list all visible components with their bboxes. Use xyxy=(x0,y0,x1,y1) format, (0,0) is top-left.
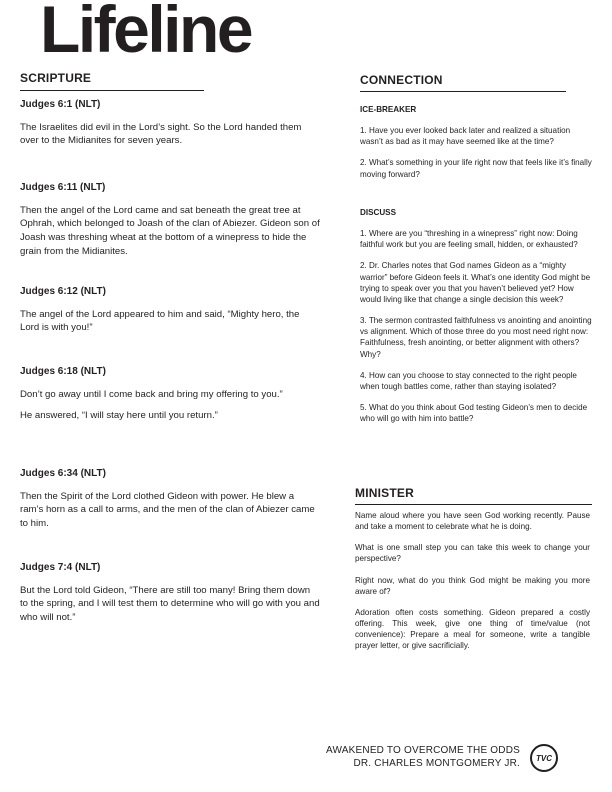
connection-heading: CONNECTION xyxy=(360,73,443,87)
discuss-label: DISCUSS xyxy=(360,208,396,217)
passage xyxy=(20,181,320,259)
logo-text: TVC xyxy=(536,753,552,763)
discuss-question: 2. Dr. Charles notes that God names Gideon as a “mighty warrior” before Gideon feels it. What’s one identity God might be trying to speak over you that you haven’t believed yet? How would living like that change a single decision this week? xyxy=(360,261,591,304)
speaker-name: DR. CHARLES MONTGOMERY JR. xyxy=(353,758,520,769)
discuss-question: 4. How can you choose to stay connected to the right people when tough battles come, rather than staying isolated? xyxy=(360,370,577,391)
icebreaker-question: 1. Have you ever looked back later and realized a situation wasn’t as bad as it may have seemed like at the time? xyxy=(360,126,571,147)
minister-section xyxy=(355,510,590,652)
passage-reference: Judges 7:4 (NLT) xyxy=(20,562,101,573)
minister-rule xyxy=(355,504,592,505)
scripture-heading: SCRIPTURE xyxy=(20,71,92,85)
scripture-rule xyxy=(20,90,204,91)
passage-text: He answered, “I will stay here until you return.” xyxy=(20,410,218,422)
minister-item: Right now, what do you think God might be making you more aware of? xyxy=(355,575,590,596)
discuss-question: 5. What do you think about God testing Gideon’s men to decide who will go with him into battle? xyxy=(360,403,588,424)
page-title: Lifeline xyxy=(40,0,252,66)
passage xyxy=(20,98,320,148)
passage-reference: Judges 6:18 (NLT) xyxy=(20,366,106,377)
minister-item: Adoration often costs something. Gideon prepared a costly offering. This week, give one thing of time/value (not convenience): Prepare a meal for someone, write a tangible prayer letter, or give sacrificially. xyxy=(355,607,590,651)
passage-text: Then the angel of the Lord came and sat beneath the great tree at Ophrah, which belonged to Joash of the clan of Abiezer. Gideon son of Joash was threshing wheat at the bottom of a winepress to hide the grain from the Midianites. xyxy=(20,204,320,258)
passage-reference: Judges 6:1 (NLT) xyxy=(20,99,101,110)
passage xyxy=(20,467,320,531)
passage xyxy=(20,285,320,335)
connection-rule xyxy=(360,91,566,92)
passage-reference: Judges 6:11 (NLT) xyxy=(20,182,106,193)
footer xyxy=(326,744,520,770)
sermon-title: AWAKENED TO OVERCOME THE ODDS xyxy=(326,745,520,756)
tvc-logo-icon xyxy=(530,744,558,772)
discuss-question: 3. The sermon contrasted faithfulness vs anointing and anointing vs alignment. Which of those three do you most need right now: Faithfulness, fresh anointing, or better alignment with others? Why? xyxy=(360,316,592,359)
minister-item: What is one small step you can take this week to change your perspective? xyxy=(355,543,590,564)
passage-text: But the Lord told Gideon, “There are still too many! Bring them down to the spring, and I will test them to determine who will go with you and who will not.” xyxy=(20,584,320,624)
icebreaker-section xyxy=(360,104,592,180)
minister-item: Name aloud where you have seen God working recently. Pause and take a moment to celebrate what he is doing. xyxy=(355,511,590,532)
passage-text: Then the Spirit of the Lord clothed Gideon with power. He blew a ram’s horn as a call to arms, and the men of the clan of Abiezer came to him. xyxy=(20,490,315,530)
passage-reference: Judges 6:34 (NLT) xyxy=(20,468,106,479)
discuss-question: 1. Where are you “threshing in a winepress” right now: Doing faithful work but you are feeling small, hidden, or exhausted? xyxy=(360,229,578,250)
passage-text: The Israelites did evil in the Lord’s sight. So the Lord handed them over to the Midianites for seven years. xyxy=(20,121,302,147)
discuss-section xyxy=(360,207,592,424)
icebreaker-label: ICE-BREAKER xyxy=(360,105,417,114)
passage-text: The angel of the Lord appeared to him and said, “Mighty hero, the Lord is with you!” xyxy=(20,308,300,334)
icebreaker-question: 2. What’s something in your life right now that feels like it’s finally moving forward? xyxy=(360,158,592,179)
passage-text: Don’t go away until I come back and bring my offering to you.” xyxy=(20,388,283,400)
passage-reference: Judges 6:12 (NLT) xyxy=(20,286,106,297)
passage xyxy=(20,365,320,423)
passage xyxy=(20,561,320,625)
minister-heading: MINISTER xyxy=(355,486,414,500)
